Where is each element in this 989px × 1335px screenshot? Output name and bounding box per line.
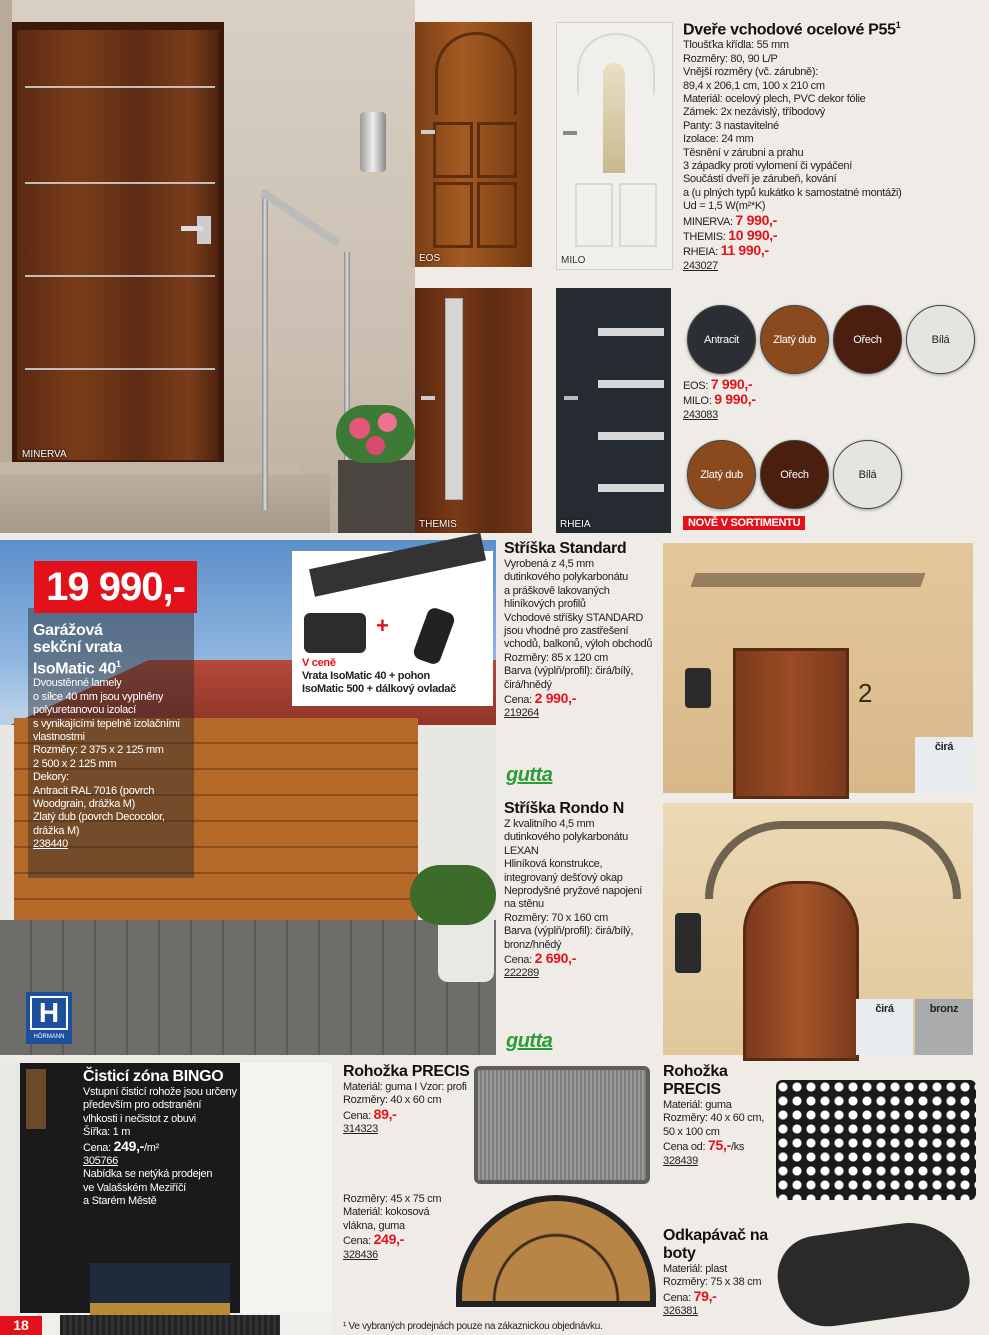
canopy-standard-price: 2 990,-	[534, 690, 577, 707]
spec-line: dutinkového polykarbonátu	[504, 831, 628, 844]
canopy-rondo-tag-2: bronz	[915, 999, 973, 1055]
price-label: RHEIA:	[683, 246, 721, 259]
spec-line: Z kvalitního 4,5 mm	[504, 818, 595, 830]
spec-line: Rozměry: 85 x 120 cm	[504, 651, 609, 664]
price-row	[683, 244, 983, 259]
doors-code-1: 243027	[683, 259, 718, 272]
bingo-info	[83, 1068, 239, 1209]
mat3-title: Rohožka PRECIS	[663, 1063, 728, 1098]
spec-line: o síłce 40 mm jsou vyplněny	[33, 690, 164, 703]
mat3-specs	[663, 1099, 783, 1139]
gutta-logo-1: gutta	[506, 764, 553, 786]
tray-code: 326381	[663, 1305, 698, 1318]
spec-line: čirá/hnědý	[504, 678, 552, 691]
spec-line: 3 západky proti vylomení či vypáčení	[683, 159, 852, 172]
garage-title: Garážová sekční vrata IsoMatic $40^1$	[33, 622, 122, 678]
canopy-standard-specs	[504, 558, 664, 692]
spec-line: LEXAN	[504, 844, 539, 857]
house-number: 2	[858, 678, 873, 708]
photo-label-themis: THEMIS	[419, 519, 457, 530]
spec-line: Vyrobená z 4,5 mm	[504, 558, 594, 570]
spec-line: s vynikajícími tepelně izolačními	[33, 717, 180, 730]
spec-line: Součástí dveří je zárubeň, kování	[683, 173, 837, 186]
mat2-price-row: Cena: 249,-	[343, 1231, 405, 1248]
garage-motor	[304, 613, 366, 653]
flower-pot	[338, 460, 415, 533]
spec-line: jsou vhodné pro zastřešení	[504, 625, 629, 638]
doors-title: Dveře vchodové ocelové $P55^1$	[683, 20, 901, 39]
spec-line: Rozměry: 75 x 38 cm	[663, 1276, 762, 1289]
spec-line: především pro odstranění	[83, 1099, 202, 1112]
spec-line: Materiál: guma I Vzor: profi	[343, 1081, 467, 1093]
color-swatch: Ořech	[833, 305, 902, 374]
canopy-rondo-code: 222289	[504, 967, 539, 980]
color-swatch: Ořech	[760, 440, 829, 509]
price-label: MINERVA:	[683, 215, 736, 228]
spec-line: bronz/hnědý	[504, 938, 562, 951]
spec-line: Rozměry: 2 375 x 2 125 mm	[33, 744, 164, 757]
spec-line: integrovaný dešťový okap	[504, 871, 623, 884]
canopy-rondo-tag-1: čirá	[856, 999, 913, 1055]
spec-line: 89,4 x 206,1 cm, 100 x 210 cm	[683, 79, 825, 92]
tray-specs	[663, 1263, 793, 1290]
mat1-title: Rohožka PRECIS	[343, 1063, 470, 1080]
canopy-standard-title: Stříška Standard	[504, 540, 627, 557]
garage-included-line-2: IsoMatic 500 + dálkový ovladač	[302, 683, 456, 695]
mat1-info	[343, 1063, 473, 1137]
price-value: 7 990,-	[735, 211, 778, 228]
price-row	[683, 393, 756, 408]
spec-line: Izolace: 24 mm	[683, 133, 754, 146]
spec-line: vlhkosti i nečistot z obuvi	[83, 1112, 196, 1125]
photo-label-milo: MILO	[561, 255, 586, 266]
color-swatch: Bílá	[833, 440, 902, 509]
spec-line: Vchodové stříšky STANDARD	[504, 611, 644, 624]
spec-line: vchodů, balkonů, výloh obchodů	[504, 638, 653, 651]
spec-line: Woodgrain, drážka M)	[33, 797, 136, 810]
bingo-price-row: Cena: 249,-/m²	[83, 1137, 160, 1154]
spec-line: Materiál: plast	[663, 1263, 727, 1275]
spec-line: na stěnu	[504, 898, 544, 911]
mat1-price: 89,-	[373, 1105, 397, 1122]
spec-line: Panty: 3 nastavitelné	[683, 119, 779, 132]
spec-line: Vnější rozměry (vč. zárubně):	[683, 66, 818, 79]
themis-door-photo	[415, 288, 532, 533]
spec-line: a práškově lakovaných	[504, 584, 610, 597]
mat3-image	[776, 1080, 976, 1200]
canopy-rondo-price: 2 690,-	[534, 950, 577, 967]
garage-included-label: V ceně	[302, 657, 336, 669]
doors-code-2: 243083	[683, 408, 718, 421]
spec-line: Materiál: ocelový plech, PVC dekor fólie	[683, 92, 866, 105]
bingo-note	[83, 1168, 239, 1208]
bingo-specs	[83, 1086, 239, 1140]
canopy-standard-info	[504, 540, 664, 721]
photo-label-minerva: MINERVA	[22, 449, 67, 460]
milo-door-photo	[556, 22, 673, 270]
spec-line: 50 x 100 cm	[663, 1125, 720, 1138]
rheia-door-photo	[556, 288, 671, 533]
spec-line: hliníkových profilů	[504, 598, 586, 611]
spec-line: Rozměry: 40 x 60 cm	[343, 1094, 442, 1107]
price-label: EOS:	[683, 380, 711, 392]
new-in-assortment-badge: NOVĚ V SORTIMENTU	[683, 516, 805, 530]
photo-label-eos: EOS	[419, 253, 441, 264]
tray-image	[773, 1215, 974, 1333]
price-label: MILO:	[683, 395, 715, 408]
tray-info	[663, 1227, 793, 1319]
canopy-standard-code: 219264	[504, 707, 539, 720]
spec-line: 2 500 x 2 125 mm	[33, 757, 117, 770]
doors-prices-2	[683, 378, 756, 409]
spec-line: Hliníková konstrukce,	[504, 858, 603, 871]
mat3-price: 75,-	[708, 1137, 731, 1154]
spec-line: vlastnostmi	[33, 730, 85, 743]
mat3-price-row: Cena od: 75,-/ks	[663, 1137, 745, 1154]
garage-included-line-1: Vrata IsoMatic 40 + pohon	[302, 670, 430, 682]
canopy-standard-photo	[663, 543, 973, 793]
mat2-specs	[343, 1193, 453, 1233]
canopy-rondo-photo	[663, 803, 973, 1055]
spec-line: Rozměry: 70 x 160 cm	[504, 911, 609, 924]
spec-line: Těsnění v zárubni a prahu	[683, 146, 804, 159]
spec-line: Rozměry: 80, 90 L/P	[683, 52, 778, 65]
spec-line: Zámek: 2x nezávislý, tříbodový	[683, 106, 826, 119]
canopy-rondo-price-row: Cena: 2 690,-	[504, 950, 577, 967]
spec-line: Vstupní čisticí rohože jsou určeny	[83, 1086, 237, 1098]
bingo-code: 305766	[83, 1155, 118, 1168]
mat2-info	[343, 1193, 453, 1262]
doors-prices-2-block	[683, 378, 756, 422]
canopy-standard-price-row: Cena: 2 990,-	[504, 690, 577, 707]
gutta-logo-2: gutta	[506, 1030, 553, 1052]
price-label: THEMIS:	[683, 231, 729, 244]
spec-line: Antracit RAL 7016 (povrch	[33, 784, 155, 797]
minerva-photo	[0, 0, 415, 533]
doors-info	[683, 20, 983, 273]
canopy-rondo-specs	[504, 818, 664, 952]
note-line: ve Valašském Meziříčí	[83, 1181, 186, 1194]
doors-prices-1	[683, 211, 983, 260]
spec-line: polyuretanovou izolací	[33, 704, 136, 717]
doors-specs	[683, 39, 983, 213]
photo-label-rheia: RHEIA	[560, 519, 591, 530]
footnote: ¹ Ve vybraných prodejnách pouze na zákaznickou objednávku.	[343, 1321, 603, 1332]
eos-door-photo	[415, 22, 532, 267]
mat2-code: 328436	[343, 1248, 378, 1261]
price-value: 11 990,-	[720, 242, 769, 259]
spec-line: Tloušťka křídla: 55 mm	[683, 39, 789, 52]
mat1-code: 314323	[343, 1123, 378, 1136]
minerva-door	[17, 30, 219, 460]
spec-line: dutinkového polykarbonátu	[504, 571, 628, 584]
tray-price: 79,-	[693, 1287, 717, 1304]
spec-line: Dvoustěnné lamely	[33, 677, 122, 690]
hormann-logo: H HÖRMANN	[26, 992, 72, 1044]
wall-lamp	[360, 112, 386, 172]
spec-line: Neprodyšné pryžové napojení	[504, 885, 643, 898]
spec-line: drážka M)	[33, 824, 80, 837]
spec-line: Materiál: kokosová	[343, 1206, 430, 1219]
spec-line: Rozměry: 45 x 75 cm	[343, 1193, 442, 1205]
spec-line: Ud = 1,5 W(m²*K)	[683, 200, 766, 213]
canopy-rondo-info	[504, 800, 664, 981]
price-value: 10 990,-	[728, 227, 778, 244]
color-swatch: Zlatý dub	[760, 305, 829, 374]
canopy-rondo-title: Stříška Rondo N	[504, 800, 624, 817]
garage-included-box: + V ceně Vrata IsoMatic 40 + pohon IsoMatic 500 + dálkový ovladač	[292, 551, 493, 706]
color-swatch: Bílá	[906, 305, 975, 374]
note-line: Nabídka se netýká prodejen	[83, 1168, 213, 1181]
spec-line: vlákna, guma	[343, 1219, 405, 1232]
mat2-price: 249,-	[373, 1231, 405, 1248]
tray-price-row: Cena: 79,-	[663, 1287, 717, 1304]
mat1-price-row: Cena: 89,-	[343, 1105, 397, 1122]
mat1-image	[474, 1066, 650, 1184]
color-swatch: Antracit	[687, 305, 756, 374]
spec-line: Barva (výplň/profil): čirá/bílý,	[504, 665, 634, 678]
spec-line: Šířka: 1 m	[83, 1126, 131, 1139]
spec-line: Zlatý dub (povrch Decocolor,	[33, 811, 165, 824]
color-swatch: Zlatý dub	[687, 440, 756, 509]
garage-info	[33, 622, 203, 852]
spec-line: Materiál: guma	[663, 1099, 732, 1111]
garage-description	[33, 677, 203, 838]
note-line: a Starém Městě	[83, 1195, 157, 1208]
bingo-price: 249,-	[113, 1137, 145, 1154]
price-value: 7 990,-	[710, 376, 753, 392]
spec-line: Rozměry: 40 x 60 cm,	[663, 1112, 764, 1125]
garage-code: 238440	[33, 838, 68, 851]
tray-title: Odkapávač na boty	[663, 1227, 768, 1262]
spec-line: Barva (výplň/profil): čirá/bílý,	[504, 925, 634, 938]
spec-line: Dekory:	[33, 771, 69, 784]
mat2-image	[456, 1195, 656, 1307]
spec-line: a (u plných typů kukátko k samostatné montáži)	[683, 186, 902, 199]
page-number: 18	[0, 1316, 42, 1335]
bingo-title: Čisticí zóna BINGO	[83, 1068, 224, 1085]
garage-price: 19 990,-	[34, 561, 197, 613]
mat3-info	[663, 1063, 783, 1168]
canopy-standard-tag: čirá	[915, 737, 973, 793]
mat3-code: 328439	[663, 1154, 698, 1167]
railing	[262, 190, 268, 510]
mat1-specs	[343, 1081, 473, 1108]
price-value: 9 990,-	[714, 391, 756, 408]
bingo-mat	[60, 1315, 280, 1335]
